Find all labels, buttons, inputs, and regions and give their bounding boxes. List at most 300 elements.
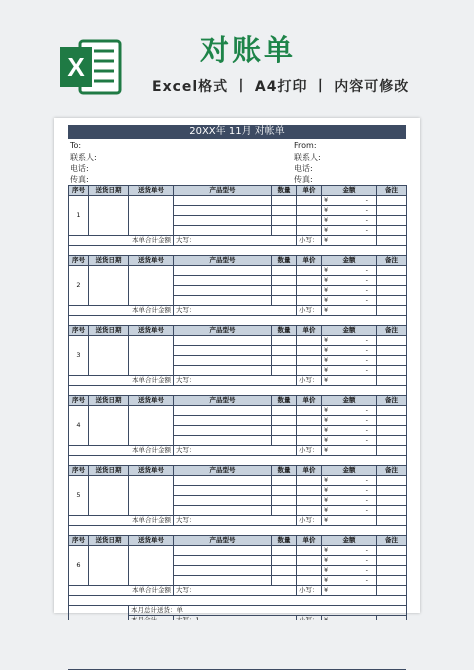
column-header: 单价 xyxy=(297,396,322,406)
amount-dash: - xyxy=(365,366,368,374)
currency-symbol: ¥ xyxy=(324,236,329,244)
remark-cell xyxy=(377,356,407,366)
product-model-cell xyxy=(174,196,272,206)
subtotal-amount xyxy=(322,516,377,526)
remark-cell xyxy=(377,546,407,556)
spacer-row xyxy=(69,526,407,536)
currency-symbol: ¥ xyxy=(324,506,329,514)
remark-cell xyxy=(377,286,407,296)
amount-cell xyxy=(322,206,377,216)
currency-symbol: ¥ xyxy=(324,546,329,554)
amount-cell xyxy=(322,266,377,276)
column-header: 送货单号 xyxy=(129,396,174,406)
unit-price-cell xyxy=(297,226,322,236)
spacer-cell xyxy=(69,526,407,536)
currency-symbol: ¥ xyxy=(324,476,329,484)
subtotal-remark xyxy=(377,516,407,526)
column-header: 备注 xyxy=(377,536,407,546)
subtotal-amount xyxy=(322,446,377,456)
amount-dash: - xyxy=(365,506,368,514)
xiaoxie-label: 小写： xyxy=(297,376,322,386)
quantity-cell xyxy=(272,556,297,566)
quantity-cell xyxy=(272,276,297,286)
unit-price-cell xyxy=(297,216,322,226)
xiaoxie-label: 小写： xyxy=(297,446,322,456)
unit-price-cell xyxy=(297,506,322,516)
remark-cell xyxy=(377,366,407,376)
column-header: 送货日期 xyxy=(89,326,129,336)
currency-symbol: ¥ xyxy=(324,566,329,574)
remark-cell xyxy=(377,576,407,586)
currency-symbol: ¥ xyxy=(324,266,329,274)
product-model-cell xyxy=(174,566,272,576)
amount-dash: - xyxy=(365,416,368,424)
delivery-no-cell xyxy=(129,196,174,236)
amount-cell xyxy=(322,296,377,306)
product-model-cell xyxy=(174,496,272,506)
month-row xyxy=(69,606,407,616)
daxie-label: 大写： xyxy=(174,446,297,456)
column-header-row xyxy=(69,466,407,476)
product-model-cell xyxy=(174,406,272,416)
subtotal-remark xyxy=(377,306,407,316)
unit-price-cell xyxy=(297,296,322,306)
amount-dash: - xyxy=(365,216,368,224)
delivery-date-cell xyxy=(89,546,129,586)
table-row xyxy=(69,336,407,346)
amount-dash: - xyxy=(365,336,368,344)
table-row xyxy=(69,546,407,556)
column-header: 单价 xyxy=(297,186,322,196)
unit-price-cell xyxy=(297,206,322,216)
column-header: 数量 xyxy=(272,256,297,266)
subtotal-label: 本单合计金额 xyxy=(69,516,174,526)
quantity-cell xyxy=(272,226,297,236)
subtotal-label: 本单合计金额 xyxy=(69,306,174,316)
spacer-row xyxy=(69,386,407,396)
column-header: 备注 xyxy=(377,466,407,476)
column-header: 备注 xyxy=(377,186,407,196)
spacer-row xyxy=(69,246,407,256)
unit-price-cell xyxy=(297,286,322,296)
amount-cell xyxy=(322,276,377,286)
subtotal-label: 本单合计金额 xyxy=(69,376,174,386)
column-header: 金额 xyxy=(322,186,377,196)
currency-symbol: ¥ xyxy=(324,426,329,434)
amount-dash: - xyxy=(365,346,368,354)
unit-price-cell xyxy=(297,266,322,276)
logo-letter: X xyxy=(67,52,85,82)
column-header: 数量 xyxy=(272,536,297,546)
product-model-cell xyxy=(174,576,272,586)
right-fax: 传真: xyxy=(294,175,313,184)
quantity-cell xyxy=(272,546,297,556)
unit-price-cell xyxy=(297,566,322,576)
quantity-cell xyxy=(272,486,297,496)
unit-price-cell xyxy=(297,196,322,206)
quantity-cell xyxy=(272,566,297,576)
remark-cell xyxy=(377,206,407,216)
unit-price-cell xyxy=(297,366,322,376)
quantity-cell xyxy=(272,296,297,306)
spacer-cell xyxy=(69,386,407,396)
delivery-date-cell xyxy=(89,406,129,446)
column-header: 送货日期 xyxy=(89,396,129,406)
subtotal-amount xyxy=(322,376,377,386)
column-header: 序号 xyxy=(69,466,89,476)
left-phone: 电话: xyxy=(70,164,89,173)
amount-dash: - xyxy=(365,546,368,554)
to-label: To: xyxy=(70,141,82,150)
amount-cell xyxy=(322,566,377,576)
quantity-cell xyxy=(272,416,297,426)
amount-cell xyxy=(322,356,377,366)
subtotal-row xyxy=(69,446,407,456)
column-header: 序号 xyxy=(69,326,89,336)
column-header: 产品型号 xyxy=(174,256,272,266)
paper-sheet xyxy=(54,118,420,613)
amount-cell xyxy=(322,366,377,376)
column-header: 序号 xyxy=(69,186,89,196)
quantity-cell xyxy=(272,496,297,506)
quantity-cell xyxy=(272,476,297,486)
unit-price-cell xyxy=(297,276,322,286)
product-model-cell xyxy=(174,476,272,486)
statement-sheet xyxy=(68,125,406,670)
left-contact-person: 联系人: xyxy=(70,153,97,162)
table-row xyxy=(69,266,407,276)
unit-price-cell xyxy=(297,406,322,416)
column-header: 送货单号 xyxy=(129,466,174,476)
daxie-label: 大写： xyxy=(174,306,297,316)
unit-price-cell xyxy=(297,496,322,506)
product-model-cell xyxy=(174,346,272,356)
table-row xyxy=(69,196,407,206)
statement-banner: 20XX年 11月 对帐单 xyxy=(68,125,406,139)
remark-cell xyxy=(377,426,407,436)
row-number: 1 xyxy=(69,196,89,236)
column-header: 数量 xyxy=(272,186,297,196)
amount-dash: - xyxy=(365,476,368,484)
amount-dash: - xyxy=(365,486,368,494)
remark-cell xyxy=(377,486,407,496)
spacer-cell xyxy=(69,316,407,326)
quantity-cell xyxy=(272,196,297,206)
currency-symbol: ¥ xyxy=(324,336,329,344)
currency-symbol: ¥ xyxy=(324,366,329,374)
product-model-cell xyxy=(174,336,272,346)
quantity-cell xyxy=(272,576,297,586)
column-header: 金额 xyxy=(322,536,377,546)
subtotal-label: 本单合计金额 xyxy=(69,236,174,246)
remark-cell xyxy=(377,496,407,506)
product-model-cell xyxy=(174,556,272,566)
amount-cell xyxy=(322,346,377,356)
currency-symbol: ¥ xyxy=(324,276,329,284)
xiaoxie-label: 小写： xyxy=(297,306,322,316)
xiaoxie-label: 小写： xyxy=(297,236,322,246)
quantity-cell xyxy=(272,336,297,346)
product-model-cell xyxy=(174,506,272,516)
column-header: 产品型号 xyxy=(174,466,272,476)
daxie-label: 大写： xyxy=(174,516,297,526)
amount-cell xyxy=(322,546,377,556)
subtotal-label: 本单合计金额 xyxy=(69,446,174,456)
column-header: 送货单号 xyxy=(129,186,174,196)
column-header: 金额 xyxy=(322,396,377,406)
column-header: 数量 xyxy=(272,326,297,336)
remark-cell xyxy=(377,266,407,276)
quantity-cell xyxy=(272,286,297,296)
column-header: 送货日期 xyxy=(89,536,129,546)
amount-cell xyxy=(322,286,377,296)
remark-cell xyxy=(377,296,407,306)
row-number: 2 xyxy=(69,266,89,306)
remark-cell xyxy=(377,276,407,286)
right-contact-person: 联系人: xyxy=(294,153,321,162)
remark-cell xyxy=(377,216,407,226)
currency-symbol: ¥ xyxy=(324,556,329,564)
product-model-cell xyxy=(174,356,272,366)
currency-symbol: ¥ xyxy=(324,486,329,494)
remark-cell xyxy=(377,196,407,206)
promo-header xyxy=(0,0,474,118)
currency-symbol: ¥ xyxy=(324,356,329,364)
column-header: 送货单号 xyxy=(129,326,174,336)
table-row xyxy=(69,406,407,416)
spacer-cell xyxy=(69,596,407,606)
column-header-row xyxy=(69,536,407,546)
daxie-label: 大写： xyxy=(174,586,297,596)
column-header-row xyxy=(69,326,407,336)
column-header: 送货日期 xyxy=(89,466,129,476)
currency-symbol: ¥ xyxy=(324,216,329,224)
subtotal-remark xyxy=(377,446,407,456)
product-model-cell xyxy=(174,366,272,376)
subtotal-amount xyxy=(322,236,377,246)
product-model-cell xyxy=(174,206,272,216)
subtotal-row xyxy=(69,516,407,526)
product-model-cell xyxy=(174,546,272,556)
quantity-cell xyxy=(272,356,297,366)
amount-cell xyxy=(322,406,377,416)
delivery-date-cell xyxy=(89,266,129,306)
total-deliveries: 本月总计送货：单 xyxy=(129,606,407,616)
column-header: 送货单号 xyxy=(129,536,174,546)
amount-dash: - xyxy=(365,296,368,304)
column-header: 序号 xyxy=(69,396,89,406)
amount-cell xyxy=(322,216,377,226)
quantity-cell xyxy=(272,366,297,376)
product-model-cell xyxy=(174,226,272,236)
delivery-date-cell xyxy=(89,196,129,236)
amount-dash: - xyxy=(365,576,368,584)
column-header: 单价 xyxy=(297,536,322,546)
subtotal-row xyxy=(69,586,407,596)
amount-cell xyxy=(322,416,377,426)
currency-symbol: ¥ xyxy=(324,196,329,204)
daxie-label: 大写： xyxy=(174,236,297,246)
subtotal-row xyxy=(69,376,407,386)
unit-price-cell xyxy=(297,436,322,446)
amount-dash: - xyxy=(365,436,368,444)
unit-price-cell xyxy=(297,486,322,496)
amount-dash: - xyxy=(365,356,368,364)
amount-dash: - xyxy=(365,566,368,574)
subtotal-remark xyxy=(377,376,407,386)
delivery-no-cell xyxy=(129,406,174,446)
column-header: 数量 xyxy=(272,466,297,476)
column-header: 金额 xyxy=(322,326,377,336)
delivery-no-cell xyxy=(129,546,174,586)
remark-cell xyxy=(377,566,407,576)
column-header: 产品型号 xyxy=(174,396,272,406)
column-header: 产品型号 xyxy=(174,326,272,336)
column-header-row xyxy=(69,186,407,196)
column-header: 产品型号 xyxy=(174,186,272,196)
row-number: 5 xyxy=(69,476,89,516)
quantity-cell xyxy=(272,346,297,356)
column-header-row xyxy=(69,256,407,266)
quantity-cell xyxy=(272,406,297,416)
product-model-cell xyxy=(174,296,272,306)
amount-cell xyxy=(322,506,377,516)
main-title: 对账单 xyxy=(200,33,297,67)
currency-symbol: ¥ xyxy=(324,286,329,294)
product-model-cell xyxy=(174,216,272,226)
column-header: 金额 xyxy=(322,466,377,476)
currency-symbol: ¥ xyxy=(324,306,329,314)
currency-symbol: ¥ xyxy=(324,346,329,354)
row-number: 4 xyxy=(69,406,89,446)
excel-logo-icon xyxy=(58,35,124,99)
amount-dash: - xyxy=(365,496,368,504)
row-number: 3 xyxy=(69,336,89,376)
subtotal-amount xyxy=(322,306,377,316)
amount-dash: - xyxy=(365,226,368,234)
amount-cell xyxy=(322,436,377,446)
product-model-cell xyxy=(174,266,272,276)
column-header-row xyxy=(69,396,407,406)
quantity-cell xyxy=(272,506,297,516)
currency-symbol: ¥ xyxy=(324,446,329,454)
table-row xyxy=(69,476,407,486)
currency-symbol: ¥ xyxy=(324,226,329,234)
delivery-no-cell xyxy=(129,336,174,376)
subtotal-row xyxy=(69,236,407,246)
remark-cell xyxy=(377,416,407,426)
currency-symbol: ¥ xyxy=(324,496,329,504)
amount-dash: - xyxy=(365,426,368,434)
remark-cell xyxy=(377,346,407,356)
remark-cell xyxy=(377,506,407,516)
remark-cell xyxy=(377,476,407,486)
amount-dash: - xyxy=(365,286,368,294)
remark-cell xyxy=(377,226,407,236)
from-label: From: xyxy=(294,141,317,150)
subtitle: Excel格式 丨 A4打印 丨 内容可修改 xyxy=(152,79,410,95)
delivery-no-cell xyxy=(129,266,174,306)
amount-cell xyxy=(322,426,377,436)
currency-symbol: ¥ xyxy=(324,416,329,424)
unit-price-cell xyxy=(297,476,322,486)
quantity-cell xyxy=(272,436,297,446)
subtotal-label: 本单合计金额 xyxy=(69,586,174,596)
currency-symbol: ¥ xyxy=(324,436,329,444)
remark-cell xyxy=(377,406,407,416)
amount-dash: - xyxy=(365,266,368,274)
column-header: 金额 xyxy=(322,256,377,266)
amount-cell xyxy=(322,336,377,346)
spacer-cell xyxy=(69,246,407,256)
column-header: 备注 xyxy=(377,396,407,406)
amount-dash: - xyxy=(365,556,368,564)
column-header: 备注 xyxy=(377,326,407,336)
unit-price-cell xyxy=(297,576,322,586)
bottom-watermark-strip xyxy=(0,620,474,669)
currency-symbol: ¥ xyxy=(324,516,329,524)
subtotal-amount xyxy=(322,586,377,596)
currency-symbol: ¥ xyxy=(324,586,329,594)
subtotal-remark xyxy=(377,236,407,246)
spacer-row xyxy=(69,596,407,606)
column-header: 序号 xyxy=(69,256,89,266)
remark-cell xyxy=(377,556,407,566)
amount-cell xyxy=(322,226,377,236)
column-header: 单价 xyxy=(297,326,322,336)
product-model-cell xyxy=(174,416,272,426)
column-header: 单价 xyxy=(297,466,322,476)
spacer-row xyxy=(69,456,407,466)
right-phone: 电话: xyxy=(294,164,313,173)
statement-table xyxy=(68,185,407,656)
currency-symbol: ¥ xyxy=(324,206,329,214)
amount-cell xyxy=(322,476,377,486)
remark-cell xyxy=(377,436,407,446)
amount-cell xyxy=(322,576,377,586)
xiaoxie-label: 小写： xyxy=(297,516,322,526)
unit-price-cell xyxy=(297,426,322,436)
contact-info xyxy=(68,139,406,185)
spacer-row xyxy=(69,316,407,326)
subtotal-row xyxy=(69,306,407,316)
unit-price-cell xyxy=(297,346,322,356)
product-model-cell xyxy=(174,436,272,446)
column-header: 备注 xyxy=(377,256,407,266)
unit-price-cell xyxy=(297,356,322,366)
column-header: 送货日期 xyxy=(89,256,129,266)
column-header: 产品型号 xyxy=(174,536,272,546)
delivery-date-cell xyxy=(89,336,129,376)
subtotal-remark xyxy=(377,586,407,596)
delivery-date-cell xyxy=(89,476,129,516)
currency-symbol: ¥ xyxy=(324,296,329,304)
amount-cell xyxy=(322,496,377,506)
column-header: 送货日期 xyxy=(89,186,129,196)
column-header: 单价 xyxy=(297,256,322,266)
remark-cell xyxy=(377,336,407,346)
xiaoxie-label: 小写： xyxy=(297,586,322,596)
unit-price-cell xyxy=(297,416,322,426)
column-header: 数量 xyxy=(272,396,297,406)
unit-price-cell xyxy=(297,546,322,556)
amount-dash: - xyxy=(365,406,368,414)
product-model-cell xyxy=(174,286,272,296)
unit-price-cell xyxy=(297,336,322,346)
spacer-cell xyxy=(69,456,407,466)
amount-cell xyxy=(322,486,377,496)
amount-cell xyxy=(322,196,377,206)
